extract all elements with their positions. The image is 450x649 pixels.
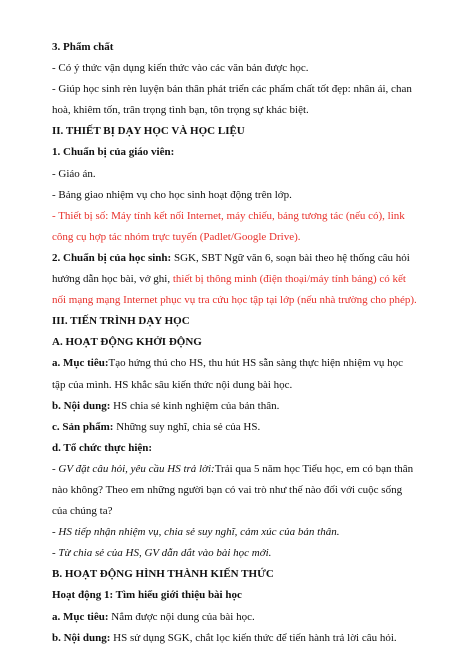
paragraph-line: - Giúp học sinh rèn luyện bản thân phát triển các phẩm chất tốt đẹp: nhân ái, chan bbox=[52, 83, 412, 96]
paragraph-line: của chúng ta? bbox=[52, 505, 113, 518]
inline-label: c. Sản phẩm: bbox=[52, 420, 114, 433]
section-heading-tien-trinh: III. TIẾN TRÌNH DẠY HỌC bbox=[52, 315, 190, 328]
paragraph-line: - Bảng giao nhiệm vụ cho học sinh hoạt động trên lớp. bbox=[52, 188, 292, 201]
inline-text: Nắm được nội dung của bài học. bbox=[108, 610, 255, 623]
subheading-giao-vien: 1. Chuẩn bị của giáo viên: bbox=[52, 146, 175, 159]
paragraph-line bbox=[52, 396, 428, 417]
paragraph-line bbox=[52, 628, 428, 649]
paragraph-line: - Có ý thức vận dụng kiến thức vào các văn bản được học. bbox=[52, 62, 309, 75]
subheading-khoi-dong: A. HOẠT ĐỘNG KHỞI ĐỘNG bbox=[52, 336, 202, 349]
inline-text: hướng dẫn học bài, vở ghi, bbox=[52, 273, 173, 286]
inline-text: Trải qua 5 năm học Tiểu học, em có bạn thân bbox=[214, 462, 414, 475]
inline-label: a. Mục tiêu: bbox=[52, 610, 109, 623]
heading-pham-chat: 3. Phẩm chất bbox=[52, 41, 114, 53]
paragraph-line: nào không? Theo em những người bạn có vai trò như thế nào đối với cuộc sống bbox=[52, 483, 403, 496]
paragraph-line bbox=[52, 417, 428, 438]
document-body bbox=[52, 37, 428, 649]
inline-text: HS sử dụng SGK, chắt lọc kiến thức để tiến hành trả lời câu hỏi. bbox=[110, 631, 397, 644]
paragraph-line: tập của mình. HS khắc sâu kiến thức nội dung bài học. bbox=[52, 378, 293, 391]
inline-label: b. Nội dung: bbox=[52, 631, 111, 644]
red-highlight-line: - Thiết bị số: Máy tính kết nối Internet, máy chiếu, bảng tương tác (nếu có), link bbox=[52, 209, 405, 222]
paragraph-line: - Giáo án. bbox=[52, 167, 96, 180]
italic-line: - HS tiếp nhận nhiệm vụ, chia sẻ suy nghĩ, cảm xúc của bản thân. bbox=[52, 526, 340, 539]
paragraph-line bbox=[52, 459, 428, 480]
paragraph-line bbox=[52, 607, 428, 628]
inline-text: Những suy nghĩ, chia sẻ của HS. bbox=[113, 420, 261, 433]
inline-text: Tạo hứng thú cho HS, thu hút HS sẵn sàng thực hiện nhiệm vụ học bbox=[108, 357, 404, 370]
inline-text: HS chia sẻ kinh nghiệm của bản thân. bbox=[110, 399, 280, 412]
inline-label: 2. Chuẩn bị của học sinh: bbox=[52, 251, 172, 264]
subheading-to-chuc: d. Tổ chức thực hiện: bbox=[52, 441, 153, 454]
section-heading-hinh-thanh: B. HOẠT ĐỘNG HÌNH THÀNH KIẾN THỨC bbox=[52, 568, 274, 581]
inline-label: a. Mục tiêu: bbox=[52, 357, 109, 370]
red-highlight-line: nối mạng mạng Internet phục vụ tra cứu học tập tại lớp (nếu nhà trường cho phép). bbox=[52, 294, 417, 307]
inline-label: b. Nội dung: bbox=[52, 399, 111, 412]
paragraph-line bbox=[52, 269, 428, 290]
subheading-hoat-dong-1: Hoạt động 1: Tìm hiểu giới thiệu bài học bbox=[52, 589, 242, 602]
italic-line: - Từ chia sẻ của HS, GV dẫn dắt vào bài học mới. bbox=[52, 547, 272, 560]
red-highlight-text: thiết bị thông minh (điện thoại/máy tính bảng) có kết bbox=[172, 273, 406, 286]
inline-text: SGK, SBT Ngữ văn 6, soạn bài theo hệ thống câu hỏi bbox=[171, 251, 410, 264]
paragraph-line: hoà, khiêm tốn, trân trọng tình bạn, tôn trọng sự khác biệt. bbox=[52, 104, 309, 117]
paragraph-line bbox=[52, 248, 428, 269]
paragraph-line bbox=[52, 353, 428, 374]
red-highlight-line: công cụ hợp tác nhóm trực tuyến (Padlet/Google Drive). bbox=[52, 230, 301, 243]
inline-italic: - GV đặt câu hỏi, yêu cầu HS trả lời: bbox=[52, 462, 215, 475]
section-heading-thiet-bi: II. THIẾT BỊ DẠY HỌC VÀ HỌC LIỆU bbox=[52, 125, 245, 138]
